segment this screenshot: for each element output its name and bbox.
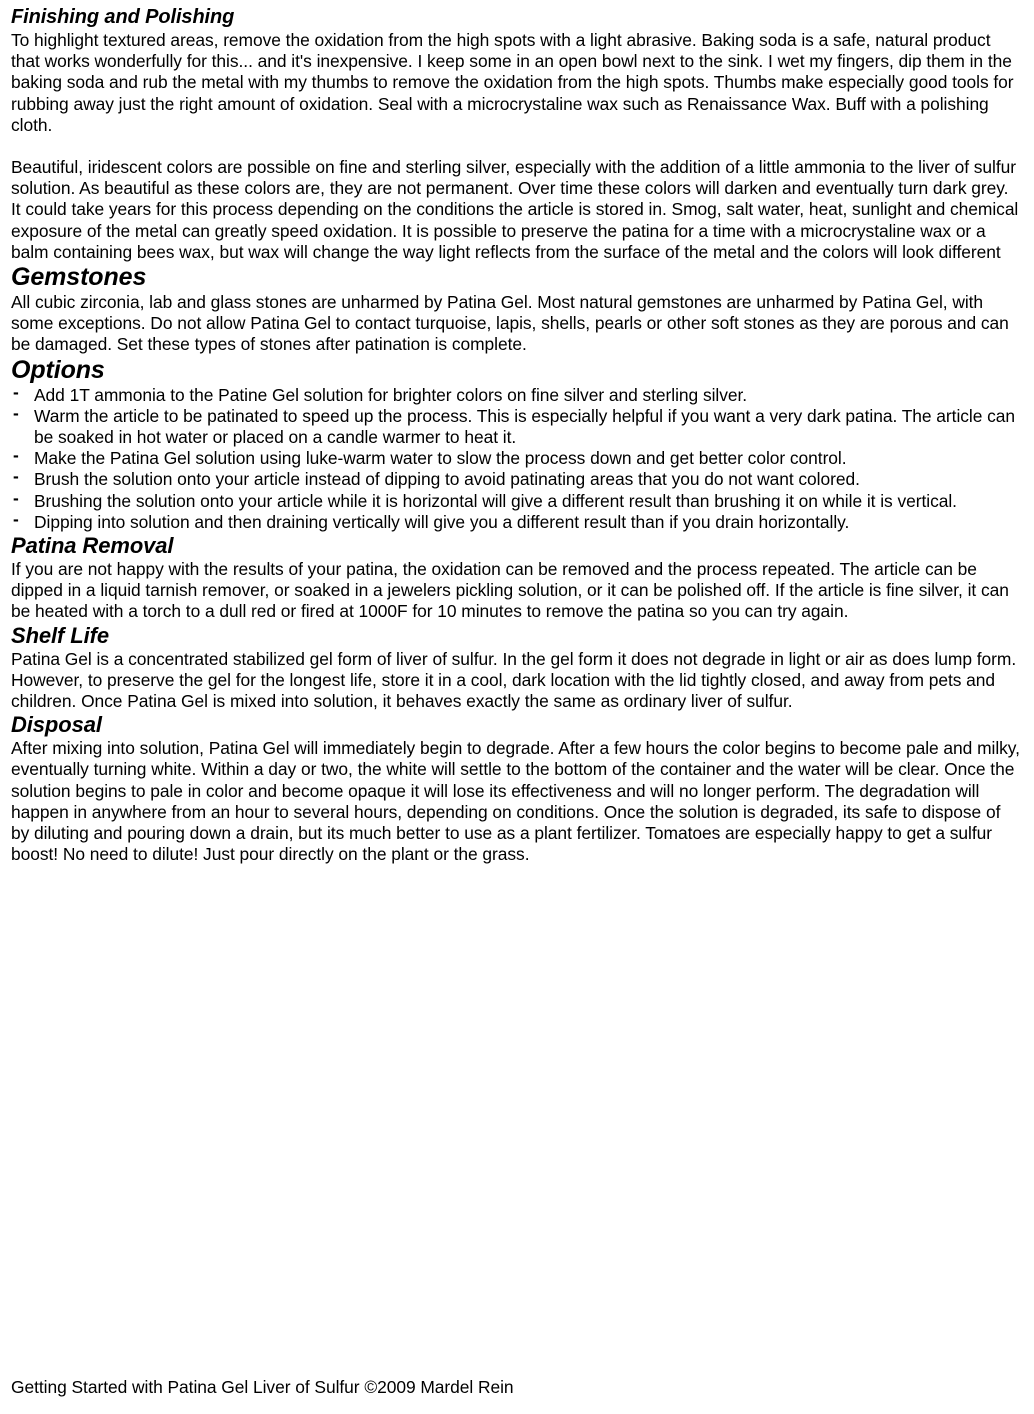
dash-bullet-icon: -: [13, 508, 19, 529]
list-item-text: Add 1T ammonia to the Patine Gel solution for brighter colors on fine silver and sterling silver.: [34, 384, 748, 405]
dash-bullet-icon: -: [13, 487, 19, 508]
paragraph-gemstones-1: All cubic zirconia, lab and glass stones are unharmed by Patina Gel. Most natural gemstones are unharmed by Patina Gel, with some exceptions. Do not allow Patina Gel to contact turquoise, lapis, shells, pearls or other soft stones as they are porous and can be damaged. Set these types of stones after patination is complete.: [11, 292, 1009, 355]
list-item-text: Make the Patina Gel solution using luke-warm water to slow the process down and get better color control.: [34, 448, 847, 469]
list-item: [11, 402, 1020, 448]
dash-bullet-icon: -: [13, 381, 19, 402]
list-item: [11, 508, 1020, 533]
paragraph-finishing-1: To highlight textured areas, remove the oxidation from the high spots with a light abrasive. Baking soda is a safe, natural product that works wonderfully for this... and it's inexpensive. I keep some in an open bowl next to the sink. I wet my fingers, dip them in the baking soda and rub the metal with my thumbs to remove the oxidation from the high spots. Thumbs make especially good tools for rubbing away just the right amount of oxidation. Seal with a microcrystaline wax such as Renaissance Wax. Buff with a polishing cloth.: [11, 30, 1014, 135]
list-item-text: Dipping into solution and then draining vertically will give you a different result than if you drain horizontally.: [34, 511, 850, 532]
list-item-text: Brushing the solution onto your article while it is horizontal will give a different result than brushing it on while it is vertical.: [34, 490, 957, 511]
dash-bullet-icon: -: [13, 445, 19, 466]
dash-bullet-icon: -: [13, 402, 19, 423]
section-heading-patina-removal: Patina Removal: [11, 533, 174, 559]
list-item-text: Warm the article to be patinated to speed up the process. This is especially helpful if you want a very dark patina. The article can be soaked in hot water or placed on a candle warmer to heat it.: [34, 405, 1016, 448]
section-heading-gemstones: Gemstones: [11, 263, 147, 292]
list-item: [11, 445, 1020, 469]
dash-bullet-icon: -: [13, 466, 19, 487]
paragraph-finishing-2: Beautiful, iridescent colors are possible on fine and sterling silver, especially with the addition of a little ammonia to the liver of sulfur solution. As beautiful as these colors are, they are not permanent. Over time these colors will darken and eventually turn dark grey. It could take years for this process depending on the conditions the article is stored in. Smog, salt water, heat, sunlight and chemical exposure of the metal can greatly speed oxidation. It is possible to preserve the patina for a time with a microcrystaline wax or a balm containing bees wax, but wax will change the way light reflects from the surface of the metal and the colors will look different: [11, 157, 1019, 262]
paragraph-disposal-1: After mixing into solution, Patina Gel will immediately begin to degrade. After a few hours the color begins to become pale and milky, eventually turning white. Within a day or two, the white will settle to the bottom of the container and the water will be clear. Once the solution begins to pale in color and become opaque it will lose its effectiveness and will no longer perform. The degradation will happen in anywhere from an hour to several hours, depending on conditions. Once the solution is degraded, its safe to dispose of by diluting and pouring down a drain, but its much better to use as a plant fertilizer. Tomatoes are especially happy to get a sulfur boost! No need to dilute! Just pour directly on the plant or the grass.: [11, 738, 1020, 865]
options-list: [11, 381, 1020, 533]
paragraph-patina-removal-1: If you are not happy with the results of your patina, the oxidation can be removed and the process repeated. The article can be dipped in a liquid tarnish remover, or soaked in a jewelers pickling solution, or it can be polished off. If the article is fine silver, it can be heated with a torch to a dull red or fired at 1000F for 10 minutes to remove the patina so you can try again.: [11, 559, 1009, 622]
page-footer: Getting Started with Patina Gel Liver of Sulfur ©2009 Mardel Rein: [11, 1377, 514, 1397]
paragraph-shelf-life-1: Patina Gel is a concentrated stabilized gel form of liver of sulfur. In the gel form it does not degrade in light or air as does lump form. However, to preserve the gel for the longest life, store it in a cool, dark location with the lid tightly closed, and away from pets and children. Once Patina Gel is mixed into solution, it behaves exactly the same as ordinary liver of sulfur.: [11, 648, 1017, 712]
section-heading-disposal: Disposal: [11, 712, 102, 738]
list-item-text: Brush the solution onto your article instead of dipping to avoid patinating areas that you do not want colored.: [34, 469, 860, 490]
section-heading-shelf-life: Shelf Life: [11, 622, 110, 648]
list-item: [11, 381, 1020, 406]
list-item: [11, 466, 1020, 490]
list-item: [11, 487, 1020, 512]
section-heading-finishing-and-polishing: Finishing and Polishing: [11, 6, 235, 28]
section-heading-options: Options: [11, 355, 105, 384]
